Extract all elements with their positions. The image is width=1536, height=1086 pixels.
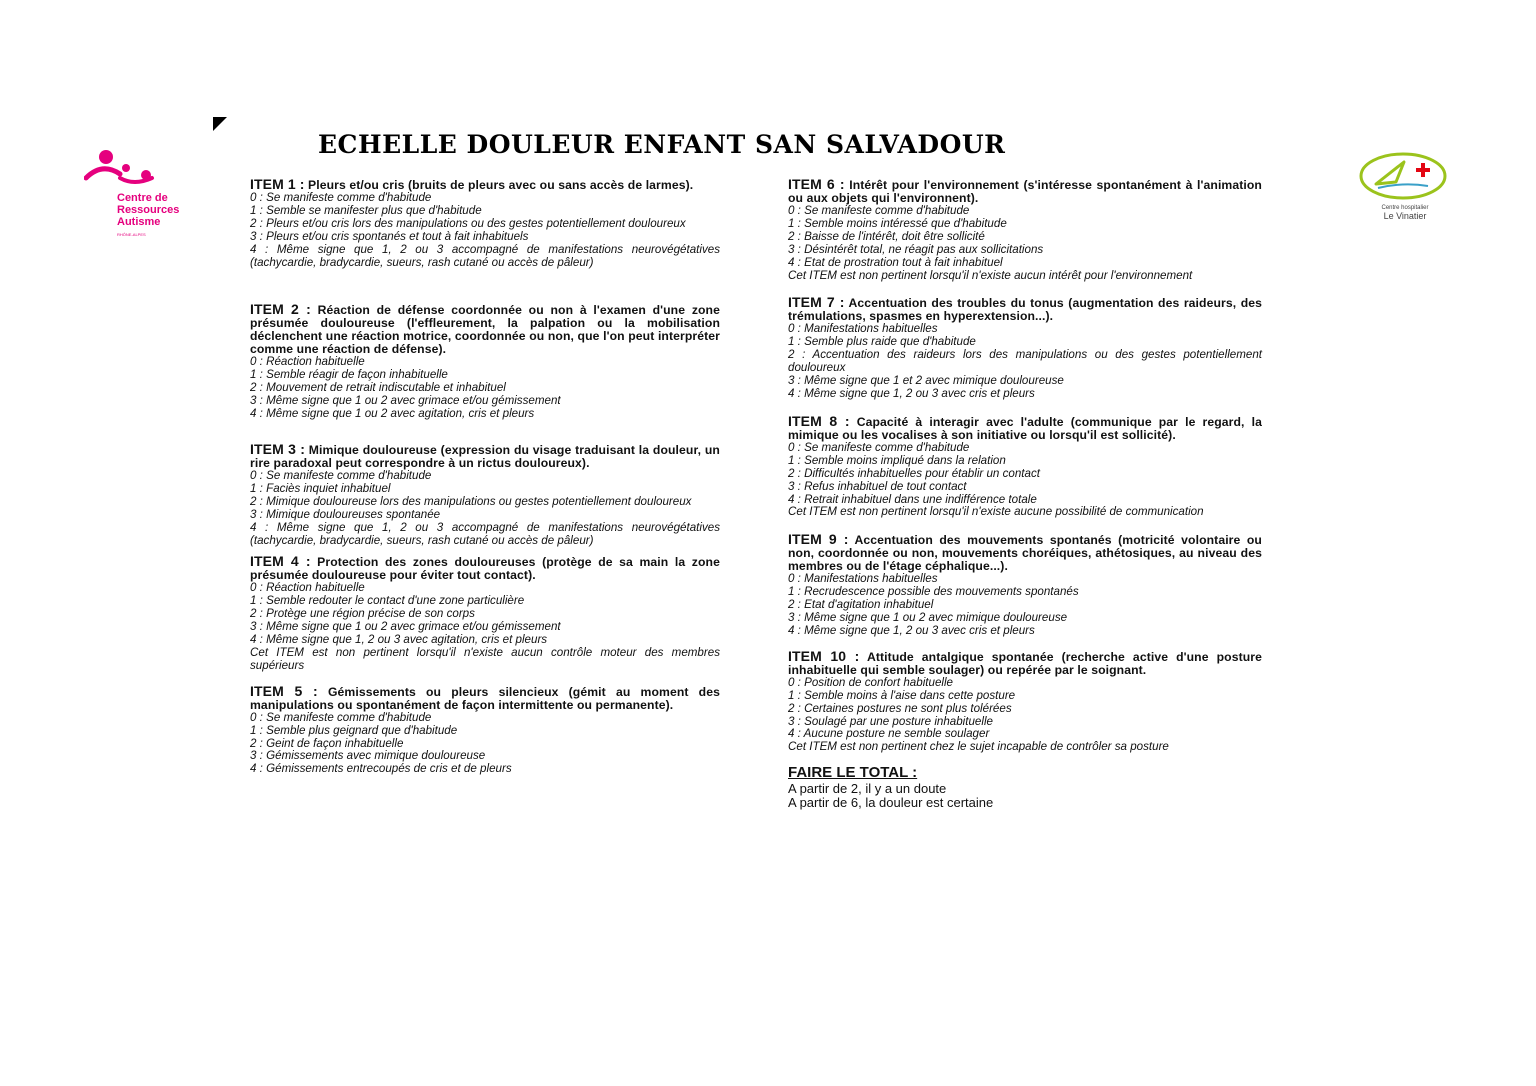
- item-heading-text: Intérêt pour l'environnement (s'intéresse spontanément à l'animation ou aux objets qui l'environnent).: [788, 178, 1262, 205]
- item-option: 3 : Refus inhabituel de tout contact: [788, 479, 967, 493]
- right-column: [788, 178, 1262, 810]
- left-column: [250, 178, 720, 776]
- item-option: 4 : Retrait inhabituel dans une indifférence totale: [788, 492, 1037, 506]
- item-option: 4 : Gémissements entrecoupés de cris et de pleurs: [250, 762, 512, 776]
- item-heading: [250, 178, 720, 192]
- item-option: 1 : Semble plus raide que d'habitude: [788, 335, 976, 349]
- item-label: ITEM 4 :: [250, 553, 311, 570]
- item-label: ITEM 6 :: [788, 176, 845, 192]
- item-label: ITEM 9 :: [788, 531, 849, 548]
- vinatier-logo-icon: [1348, 148, 1458, 204]
- vinatier-logo-text: [1370, 205, 1440, 221]
- item-5: [250, 682, 720, 777]
- item-note: Cet ITEM est non pertinent lorsqu'il n'existe aucun contrôle moteur des membres supérieurs: [250, 645, 720, 672]
- item-heading-text: Accentuation des troubles du tonus (augmentation des raideurs, des trémulations, spasmes en hyperextension...).: [788, 296, 1262, 324]
- cra-line-2: Ressources: [117, 204, 180, 216]
- vinatier-line-1: Centre hospitalier: [1381, 205, 1429, 211]
- item-option: 4 : Même signe que 1, 2 ou 3 accompagné de manifestations neurovégétatives (tachycardie, bradycardie, sueurs, rash cutané ou accès de pâleur): [250, 520, 720, 547]
- item-option: 0 : Position de confort habituelle: [788, 675, 953, 689]
- item-option: 4 : Etat de prostration tout à fait inhabituel: [788, 255, 1003, 269]
- cra-logo: [84, 148, 214, 248]
- item-heading: [788, 178, 1262, 205]
- item-8: [788, 412, 1262, 519]
- cra-region: RHÔNE-ALPES: [117, 232, 146, 237]
- item-10: [788, 647, 1263, 754]
- item-option: 2 : Accentuation des raideurs lors des manipulations ou des gestes potentiellement douloureux: [788, 348, 1262, 375]
- item-heading: [788, 296, 1262, 323]
- item-option: 0 : Se manifeste comme d'habitude: [788, 204, 970, 217]
- item-option: 3 : Désintérêt total, ne réagit pas aux sollicitations: [788, 242, 1044, 256]
- item-2: [250, 303, 720, 421]
- item-option: 3 : Même signe que 1 ou 2 avec mimique douloureuse: [788, 611, 1068, 625]
- item-option: 0 : Manifestations habituelles: [788, 572, 938, 586]
- item-option: 4 : Même signe que 1, 2 ou 3 accompagné de manifestations neurovégétatives (tachycardie, bradycardie, sueurs, rash cutané ou accès de pâleur): [250, 242, 720, 269]
- item-option: 1 : Semble se manifester plus que d'habitude: [250, 203, 482, 217]
- item-option: 3 : Pleurs et/ou cris spontanés et tout à fait inhabituels: [250, 229, 529, 243]
- item-4: [250, 555, 720, 672]
- item-option: 0 : Se manifeste comme d'habitude: [250, 710, 432, 724]
- item-option: 3 : Soulagé par une posture inhabituelle: [788, 714, 993, 728]
- item-heading: [788, 533, 1262, 573]
- item-option: 3 : Mimique douloureuses spontanée: [250, 507, 441, 521]
- page-title: ECHELLE DOULEUR ENFANT SAN SALVADOUR: [318, 130, 1006, 159]
- item-option: 2 : Protège une région précise de son corps: [250, 607, 475, 621]
- cra-logo-text: [117, 192, 179, 228]
- vinatier-line-2: Le Vinatier: [1383, 211, 1427, 221]
- item-note: Cet ITEM est non pertinent chez le sujet incapable de contrôler sa posture: [788, 740, 1169, 754]
- item-option: 2 : Pleurs et/ou cris lors des manipulations ou des gestes potentiellement douloureux: [250, 216, 686, 230]
- item-option: 1 : Semble moins à l'aise dans cette posture: [788, 688, 1016, 702]
- total-label: FAIRE LE TOTAL :: [788, 764, 918, 782]
- item-option: 0 : Se manifeste comme d'habitude: [250, 191, 432, 204]
- item-note: Cet ITEM est non pertinent lorsqu'il n'existe aucun intérêt pour l'environnement: [788, 268, 1193, 282]
- item-1: [250, 178, 720, 269]
- item-label: ITEM 2 :: [250, 301, 311, 318]
- item-9: [788, 533, 1262, 638]
- item-6: [788, 178, 1262, 282]
- total-line-2: A partir de 6, la douleur est certaine: [788, 795, 994, 811]
- corner-mark: [213, 117, 227, 131]
- item-heading: [250, 440, 720, 470]
- item-3: [250, 440, 720, 547]
- item-option: 3 : Même signe que 1 et 2 avec mimique douloureuse: [788, 374, 1064, 388]
- item-heading-text: Accentuation des mouvements spontanés (motricité volontaire ou non, coordonnée ou non, mouvements choréiques, athétosiques, au niveau des membres ou de l'étage céphalique...).: [788, 533, 1262, 574]
- item-option: 0 : Se manifeste comme d'habitude: [788, 440, 970, 454]
- item-label: ITEM 10 :: [788, 647, 860, 664]
- item-option: 1 : Recrudescence possible des mouvements spontanés: [788, 585, 1079, 599]
- item-label: ITEM 5 :: [250, 682, 318, 699]
- item-option: 2 : Certaines postures ne sont plus tolérées: [788, 701, 1012, 715]
- item-heading: [788, 647, 1263, 677]
- item-option: 1 : Semble moins intéressé que d'habitude: [788, 216, 1007, 230]
- item-option: 4 : Aucune posture ne semble soulager: [788, 727, 990, 741]
- item-heading-text: Pleurs et/ou cris (bruits de pleurs avec ou sans accès de larmes).: [307, 178, 694, 192]
- cra-line-3: Autisme: [117, 216, 161, 228]
- item-option: 1 : Faciès inquiet inhabituel: [250, 481, 391, 495]
- item-heading: [250, 303, 720, 356]
- item-label: ITEM 7 :: [788, 294, 845, 311]
- item-option: 2 : Mimique douloureuse lors des manipulations ou gestes potentiellement douloureux: [250, 494, 692, 508]
- item-label: ITEM 3 :: [250, 440, 306, 457]
- total-section: [788, 764, 1262, 810]
- item-note: Cet ITEM est non pertinent lorsqu'il n'existe aucune possibilité de communication: [788, 505, 1204, 519]
- item-option: 4 : Même signe que 1, 2 ou 3 avec cris et pleurs: [788, 623, 1035, 637]
- item-heading: [250, 682, 720, 712]
- item-heading-text: Mimique douloureuse (expression du visage traduisant la douleur, un rire paradoxal peut correspondre à un rictus douloureux).: [250, 442, 720, 470]
- item-option: 1 : Semble plus geignard que d'habitude: [250, 723, 458, 737]
- total-line-1: A partir de 2, il y a un doute: [788, 781, 947, 797]
- item-option: 2 : Difficultés inhabituelles pour établir un contact: [788, 466, 1040, 480]
- item-option: 1 : Semble redouter le contact d'une zone particulière: [250, 594, 525, 608]
- item-option: 0 : Réaction habituelle: [250, 581, 365, 595]
- item-option: 2 : Baisse de l'intérêt, doit être sollicité: [788, 229, 985, 243]
- item-option: 0 : Se manifeste comme d'habitude: [250, 468, 432, 482]
- cra-logo-icon: [84, 148, 164, 190]
- item-7: [788, 296, 1262, 400]
- vinatier-logo: [1348, 148, 1458, 228]
- item-option: 0 : Manifestations habituelles: [788, 322, 938, 336]
- item-heading-text: Capacité à interagir avec l'adulte (communique par le regard, la mimique ou les vocalises à son initiative ou lorsqu'il est sollicité).: [788, 414, 1262, 442]
- item-option: 3 : Même signe que 1 ou 2 avec grimace et/ou gémissement: [250, 620, 561, 634]
- item-option: 2 : Geint de façon inhabituelle: [250, 736, 404, 750]
- item-heading-text: Gémissements ou pleurs silencieux (gémit au moment des manipulations ou spontanément de façon intermittente ou permanente).: [250, 684, 720, 712]
- item-option: 3 : Gémissements avec mimique douloureuse: [250, 749, 486, 763]
- item-option: 3 : Même signe que 1 ou 2 avec grimace et/ou gémissement: [250, 394, 561, 408]
- cra-line-1: Centre de: [117, 192, 168, 204]
- item-heading: [250, 555, 720, 582]
- item-option: 4 : Même signe que 1, 2 ou 3 avec agitation, cris et pleurs: [250, 633, 548, 647]
- item-heading-text: Réaction de défense coordonnée ou non à l'examen d'une zone présumée douloureuse (l'effleurement, la palpation ou la mobilisation déclenchent une réaction motrice, coordonnée ou non, que l'on peut interpréter comme une réaction de défense).: [250, 303, 720, 357]
- item-option: 4 : Même signe que 1 ou 2 avec agitation, cris et pleurs: [250, 407, 535, 421]
- item-option: 1 : Semble moins impliqué dans la relation: [788, 453, 1006, 467]
- item-heading-text: Attitude antalgique spontanée (recherche active d'une posture inhabituelle qui semble soulager) ou repérée par le soignant.: [788, 649, 1263, 677]
- item-label: ITEM 8 :: [788, 412, 850, 429]
- item-label: ITEM 1 :: [250, 176, 305, 192]
- item-option: 1 : Semble réagir de façon inhabituelle: [250, 368, 448, 382]
- item-option: 0 : Réaction habituelle: [250, 355, 365, 369]
- item-option: 2 : Mouvement de retrait indiscutable et inhabituel: [250, 381, 506, 395]
- item-option: 2 : Etat d'agitation inhabituel: [788, 598, 934, 612]
- item-option: 4 : Même signe que 1, 2 ou 3 avec cris et pleurs: [788, 386, 1035, 400]
- item-heading-text: Protection des zones douloureuses (protège de sa main la zone présumée douloureuse pour éviter tout contact).: [250, 555, 720, 583]
- item-heading: [788, 412, 1262, 442]
